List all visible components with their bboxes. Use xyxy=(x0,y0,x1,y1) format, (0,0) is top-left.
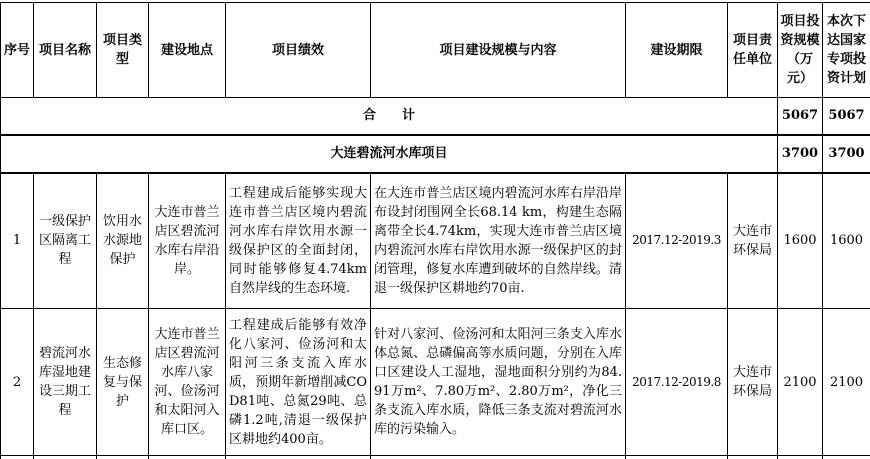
cell-project-name: 碧流河水库湿地建设三期工程 xyxy=(34,309,97,456)
cell-seq: 2 xyxy=(1,309,34,456)
col-header-performance: 项目绩效 xyxy=(226,3,371,98)
cell-seq: 1 xyxy=(1,173,34,309)
col-header-scale-content: 项目建设规模与内容 xyxy=(371,3,626,98)
cell-responsible-unit: 大连市环保局 xyxy=(728,173,778,309)
cell-location: 大连市普兰店区碧流河水库八家河、俭汤河和太阳河入库口区。 xyxy=(149,309,226,456)
group-label: 大连碧流河水库项目 xyxy=(1,135,778,173)
col-header-project-type: 项目类型 xyxy=(97,3,149,98)
group-investment: 3700 xyxy=(778,135,823,173)
cell-location: 大连市普兰店区碧流河水库右岸沿岸。 xyxy=(149,173,226,309)
col-header-project-name: 项目名称 xyxy=(34,3,97,98)
cell-empty xyxy=(149,456,226,459)
cell-investment: 2100 xyxy=(778,309,823,456)
cell-performance: 工程建成后能够实现大连市普兰店区境内碧流河水库右岸饮用水源一级保护区的全面封闭，同时能够修复4.74km自然岸线的生态环境. xyxy=(226,173,371,309)
col-header-responsible-unit: 项目责任单位 xyxy=(728,3,778,98)
cell-performance: 工程建成后能够有效净化八家河、俭汤河和太阳河三条支流入库水质，预期年新增削减COD81吨、总氮29吨、总磷1.2吨,清退一级保护区耕地约400亩。 xyxy=(226,309,371,456)
header-row xyxy=(1,3,870,98)
cell-empty xyxy=(371,456,626,459)
col-header-location: 建设地点 xyxy=(149,3,226,98)
cell-national-plan: 1600 xyxy=(823,173,870,309)
cell-empty xyxy=(97,456,149,459)
cell-national-plan: 2100 xyxy=(823,309,870,456)
cell-scale-content: 针对八家河、俭汤河和太阳河三条支入库水体总氮、总磷偏高等水质问题，分别在入库口区建设人工湿地，湿地面积分别约为84.91万m²、7.80万m²、2.80万m²，净化三条支流入库水质，降低三条支流对碧流河水库的污染输入。 xyxy=(371,309,626,456)
cell-scale-content: 在大连市普兰店区境内碧流河水库右岸沿岸布设封闭围网全长68.14 km，构建生态隔离带全长4.74km，实现大连市普兰店区境内碧流河水库右岸饮用水源一级保护区的封闭管理，修复水库遭到破坏的自然岸线。清退一级保护区耕地约70亩. xyxy=(371,173,626,309)
cell-empty xyxy=(823,456,870,459)
total-label: 合 计 xyxy=(1,98,778,135)
col-header-period: 建设期限 xyxy=(626,3,728,98)
col-header-investment: 项目投资规模（万元） xyxy=(778,3,823,98)
cell-project-name: 一级保护区隔离工程 xyxy=(34,173,97,309)
cell-empty xyxy=(34,456,97,459)
total-plan: 5067 xyxy=(823,98,870,135)
table-row xyxy=(1,173,870,309)
col-header-national-plan: 本次下达国家专项投资计划 xyxy=(823,3,870,98)
table-row xyxy=(1,309,870,456)
projects-table xyxy=(0,2,870,459)
cell-empty xyxy=(1,456,34,459)
total-row xyxy=(1,98,870,135)
cell-empty xyxy=(728,456,778,459)
cell-period: 2017.12-2019.3 xyxy=(626,173,728,309)
group-row xyxy=(1,135,870,173)
cell-empty xyxy=(626,456,728,459)
cell-period: 2017.12-2019.8 xyxy=(626,309,728,456)
cell-project-type: 饮用水水源地保护 xyxy=(97,173,149,309)
cell-investment: 1600 xyxy=(778,173,823,309)
table-row-clipped xyxy=(1,456,870,459)
cell-project-type: 生态修复与保护 xyxy=(97,309,149,456)
cell-responsible-unit: 大连市环保局 xyxy=(728,309,778,456)
cell-empty xyxy=(778,456,823,459)
group-plan: 3700 xyxy=(823,135,870,173)
col-header-seq: 序号 xyxy=(1,3,34,98)
total-investment: 5067 xyxy=(778,98,823,135)
cell-empty xyxy=(226,456,371,459)
